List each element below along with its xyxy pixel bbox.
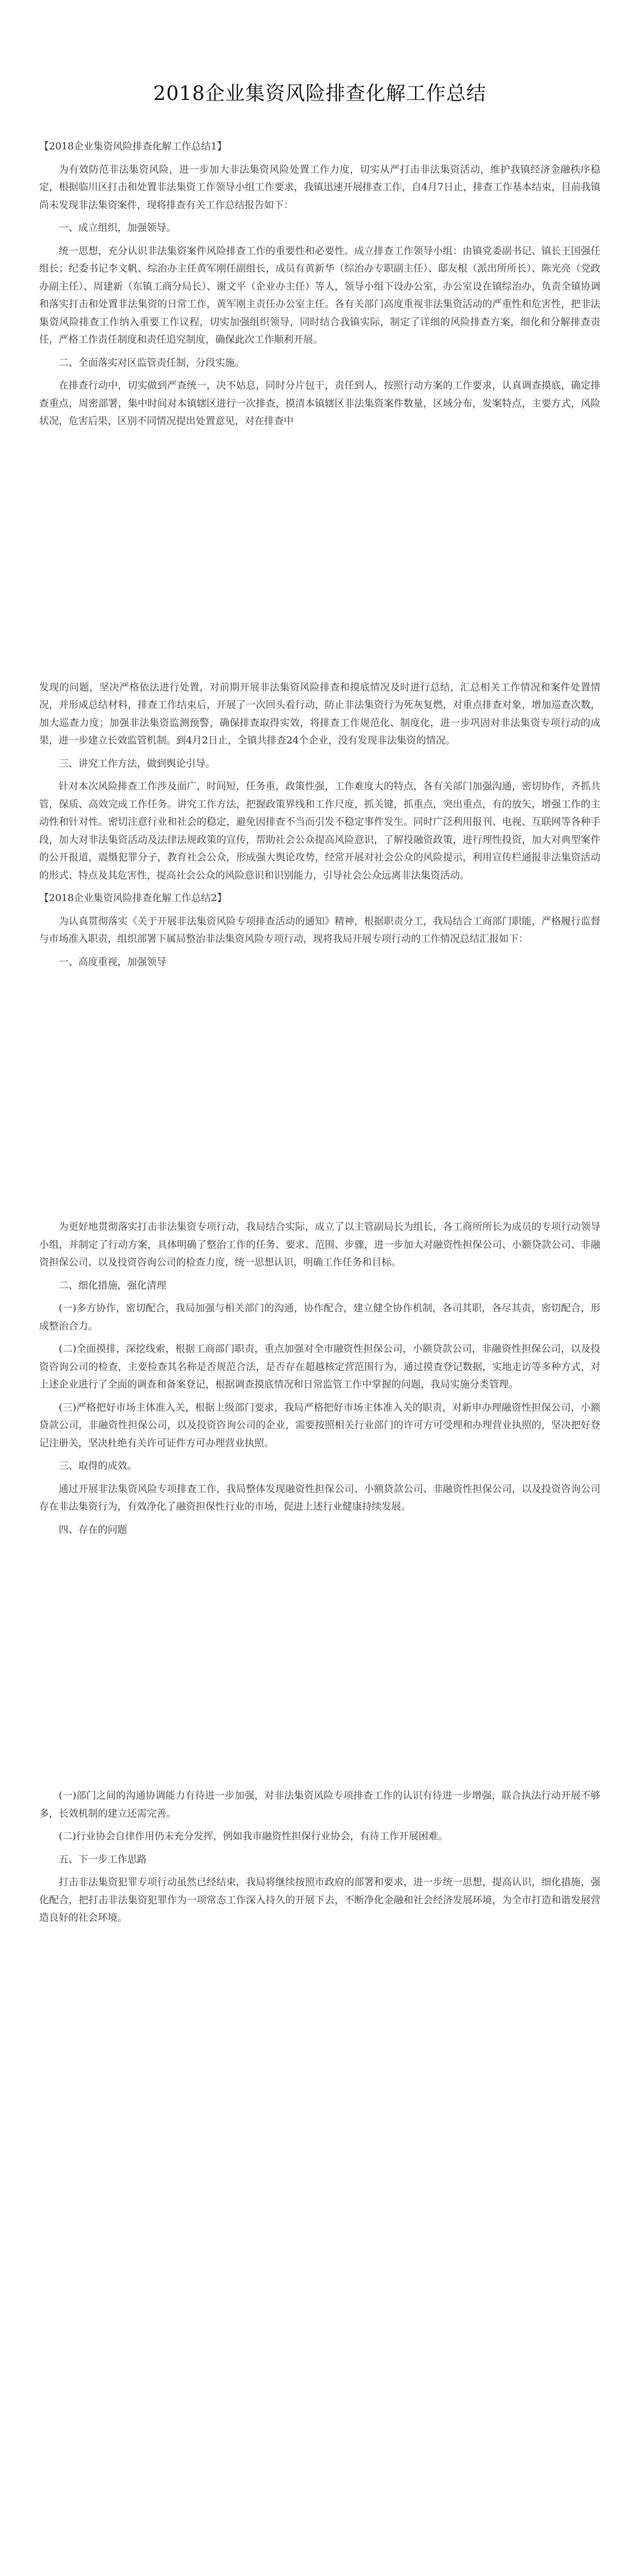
paragraph: (二)行业协会自律作用仍未充分发挥，例如我市融资性担保行业协会，有待工作开展困难。 (59, 1831, 448, 1842)
paragraph: 为有效防范非法集资风险，进一步加大非法集资风险处置工作力度，切实从严打击非法集资活动，维护我镇经济金融秩序稳定，根据临川区打击和处置非法集资工作领导小组工作要求，我镇迅速开展排查工作，自4月7日止，排查工作基本结束，目前我镇尚未发现非法集资案件，现将排查有关工作总结报告如下： (39, 163, 600, 211)
section-heading: 三、取得的成效。 (59, 1460, 137, 1471)
document-body (39, 77, 600, 1932)
paragraph: 为认真贯彻落实《关于开展非法集资风险专项排查活动的通知》精神，根据职责分工，我局结合工商部门职能，严格履行监督与市场准入职责，组织部署下属局整治非法集资风险专项行动，现将我局开展专项行动的工作情况总结汇报如下： (39, 915, 600, 944)
paragraph: (二)全面摸排，深挖线索，根据工商部门职责，重点加强对全市融资性担保公司，小额贷款公司，非融资性担保公司，以及投资咨询公司的检查，主要检查其名称是否规范合法，是否存在超越核定营范围行为，通过摸查登记数据，实地走访等多种方式，对上述企业进行了全面的调查和备案登记，根据调查摸底情况和日常监管工作中掌握的问题，我局实施分类管理。 (39, 1343, 600, 1390)
paragraph: 针对本次风险排查工作涉及面广，时间短，任务重，政策性强，工作难度大的特点，各有关部门加强沟通，密切协作，齐抓共管，保质、高效完成工作任务。讲究工作方法，把握政策界线和工作尺度，抓关键，抓重点，突出重点，有的放矢，增强工作的主动性和针对性。密切注意行业和社会的稳定，避免因排查不当而引发不稳定事件发生。同时广泛利用报刊、电视、互联网等各种手段，加大对非法集资活动及法律法规政策的宣传，帮助社会公众提高风险意识，了解投融资政策，进行理性投资，加大对典型案件的公开报道，震慑犯罪分子，教育社会公众，形成强大舆论攻势，经常开展对社会公众的风险提示，利用宣传栏通报非法集资活动的形式、特点及其危害性，提高社会公众的风险意识和识别能力，引导社会公众远离非法集资活动。 (39, 781, 600, 881)
blank-space (39, 1544, 600, 1787)
paragraph: (一)部门之间的沟通协调能力有待进一步加强，对非法集资风险专项排查工作的认识有待进一步增强，联合执法行动开展不够多，长效机制的建立还需完善。 (39, 1790, 600, 1819)
paragraph: 在排查行动中，切实做到严查统一，决不姑息，同时分片包干，责任到人，按照行动方案的工作要求，认真调查摸底，确定排查重点，周密部署，集中时间对本镇辖区进行一次排查，摸清本镇辖区非法集资案件数量，区域分布，发案特点，主要方式，风险状况，危害后果，区别不同情况提出处置意见，对在排查中 (39, 380, 600, 427)
section-heading: 一、成立组织，加强领导。 (59, 222, 177, 233)
section-heading: 一、高度重视，加强领导 (59, 956, 167, 968)
section-heading: 三、讲究工作方法，做到舆论引导。 (59, 757, 216, 769)
section-heading: 五、下一步工作思路 (59, 1853, 147, 1865)
paragraph: 通过开展非法集资风险专项排查工作，我局整体发现融资性担保公司、小额贷款公司、非融资性担保公司，以及投资咨询公司存在非法集资行为，有效净化了融资担保性行业的市场，促进上述行业健康持续发展。 (39, 1483, 600, 1512)
section-heading: 四、存在的问题 (59, 1523, 128, 1535)
paragraph: (三)严格把好市场主体准入关，根据上级部门要求，我局严格把好市场主体准入关的职责，对新申办理融资性担保公司，小额贷款公司，非融资性担保公司，以及投资咨询公司的企业，需要按照相关行业部门的许可方可受理和办理营业执照的，坚决把好登记注册关，坚决杜绝有关许可证件方可办理营业执照。 (39, 1401, 600, 1449)
section-tag: 【2018企业集资风险排查化解工作总结2】 (39, 892, 227, 904)
blank-space (39, 435, 600, 679)
section-heading: 二、全面落实对区监管责任制，分段实施。 (59, 357, 245, 368)
document-title: 2018企业集资风险排查化解工作总结 (153, 82, 487, 105)
blank-space (39, 976, 600, 1218)
section-heading: 二、细化措施，强化清理 (59, 1279, 167, 1291)
paragraph-continued: 发现的问题，坚决严格依法进行处置，对前期开展非法集资风险排查和摸底情况及时进行总结，汇总相关工作情况和案件处置情况，并形成总结材料，排查工作结束后，开展了一次回头看行动，防止非法集资行为死灰复燃，对重点排查对象，增加巡查次数，加大巡查力度；加强非法集资监测预警，确保排查取得实效，将排查工作规范化、制度化，进一步巩固对非法集资专项行动的成果，进一步建立长效监管机制。到4月2日止，全镇共排查24个企业，没有发现非法集资的情况。 (39, 681, 600, 746)
paragraph: 为更好地贯彻落实打击非法集资专项行动，我局结合实际，成立了以主管副局长为组长，各工商所所长为成员的专项行动领导小组，并制定了行动方案，具体明确了整治工作的任务、要求、范围、步骤，进一步加大对融资性担保公司、小额贷款公司、非融资担保公司、以及投资咨询公司的检查力度，统一思想认识，明确工作任务和目标。 (39, 1221, 600, 1268)
paragraph: 统一思想，充分认识非法集资案件风险排查工作的重要性和必要性。成立排查工作领导小组：由镇党委副书记、镇长王国强任组长；纪委书记李文帆、综治办主任黄军刚任副组长，成员有黄新华（综治办专职副主任）、邸友根（派出所所长）、陈光亮（党政办副主任）、周建新（东镇工商分局长）、谢文平（企业办主任）等人，领导小组下设办公室，办公室设在镇综治办，负责全镇协调和落实打击和处置非法集资的日常工作，黄军刚主责任办公室主任。各有关部门高度重视非法集资活动的严重性和危害性，把非法集资风险排查工作纳入重要工作议程，切实加强组织领导，同时结合我镇实际，制定了详细的风险排查方案，细化和分解排查责任，严格工作责任制度和责任追究制度，确保此次工作顺利开展。 (39, 245, 600, 345)
paragraph: (一)多方协作，密切配合，我局加强与相关部门的沟通，协作配合，建立健全协作机制，各司其职，各尽其责，密切配合，形成整治合力。 (39, 1302, 600, 1332)
paragraph: 打击非法集资犯罪专项行动虽然已经结束，我局将继续按照市政府的部署和要求，进一步统一思想，提高认识，细化措施，强化配合，把打击非法集资犯罪作为一项常态工作深入持久的开展下去，不断净化金融和社会经济发展环境，为全市打造和谐发展营造良好的社会环境。 (39, 1876, 600, 1923)
section-tag: 【2018企业集资风险排查化解工作总结1】 (39, 141, 227, 152)
